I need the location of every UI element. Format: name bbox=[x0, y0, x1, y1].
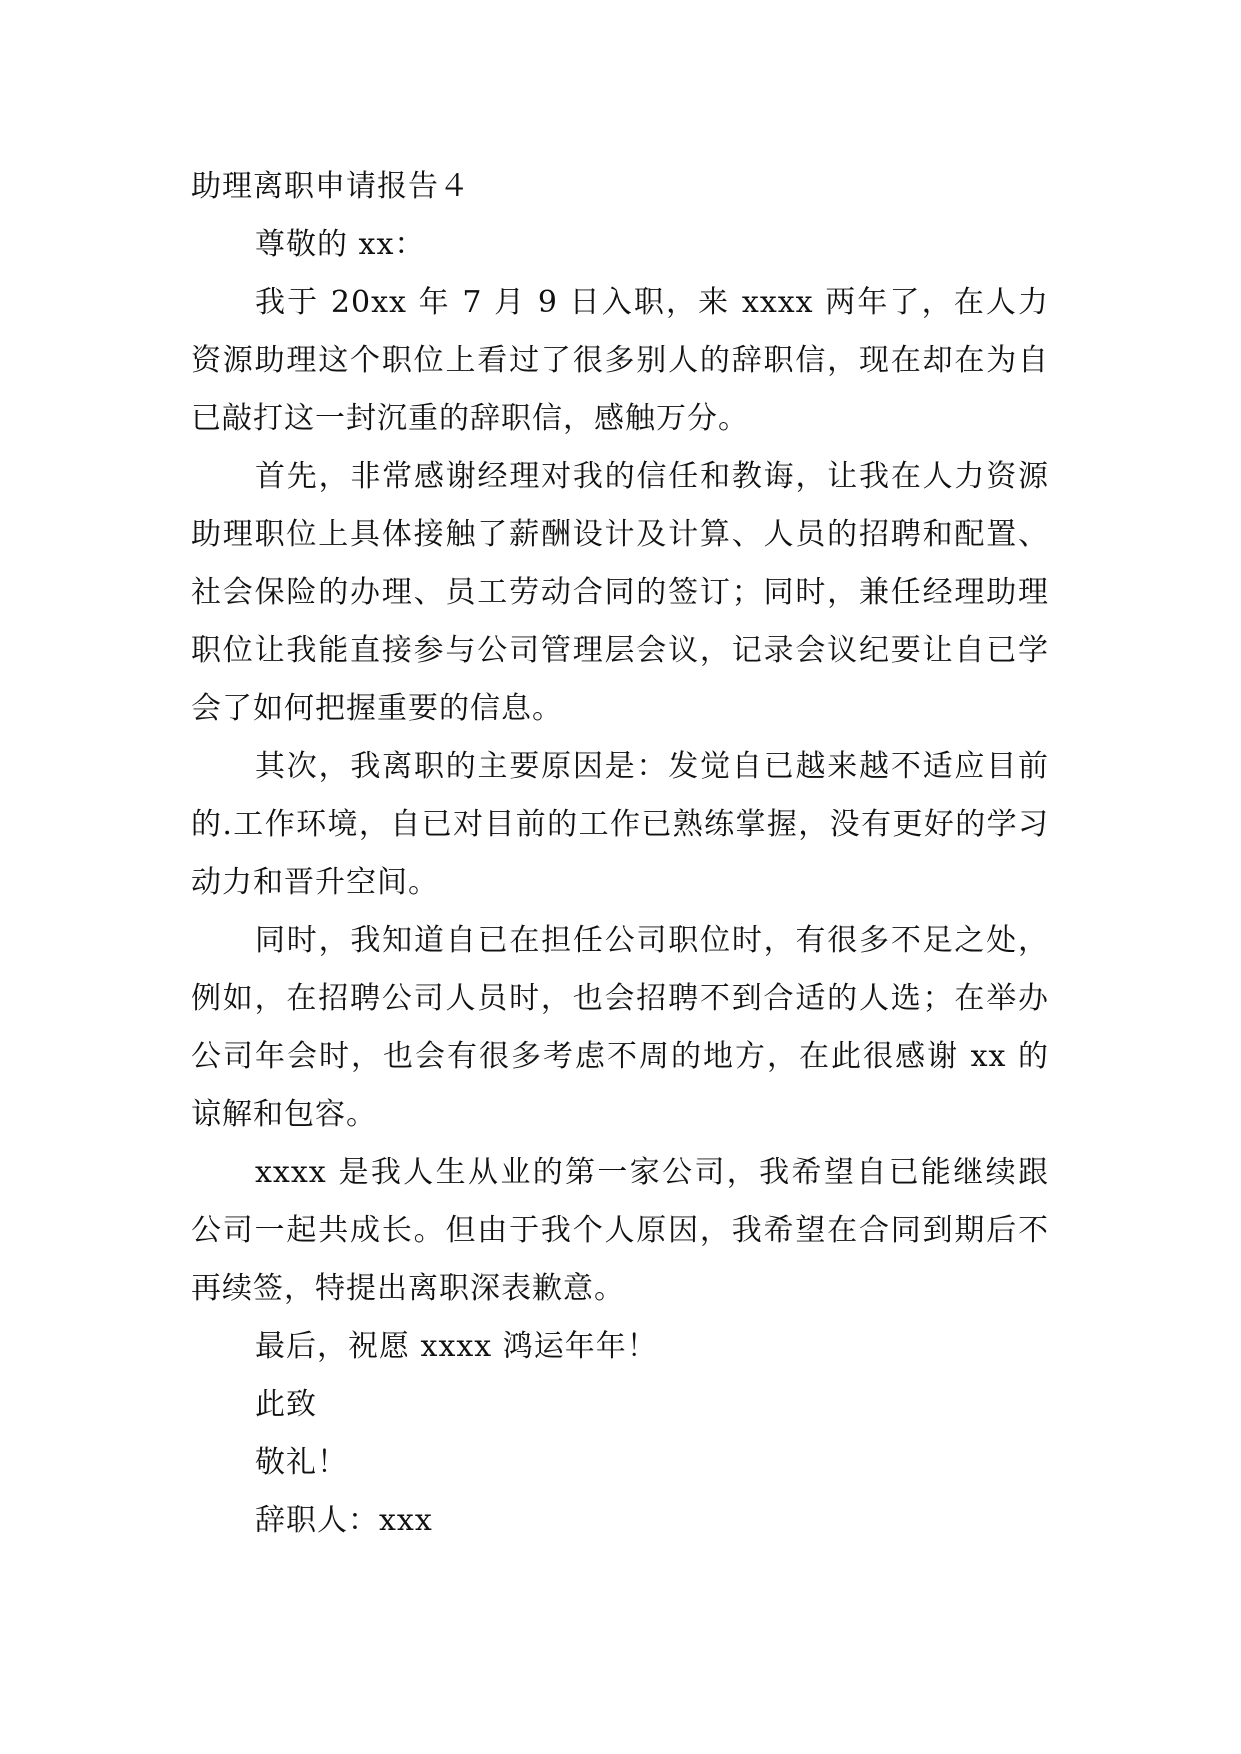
document-body bbox=[191, 158, 1049, 1550]
paragraph-entry-date: 我于 20xx 年 7 月 9 日入职，来 xxxx 两年了，在人力资源助理这个职位上看过了很多别人的辞职信，现在却在为自已敲打这一封沉重的辞职信，感触万分。 bbox=[191, 285, 1049, 436]
paragraph-thanks: 首先，非常感谢经理对我的信任和教诲，让我在人力资源助理职位上具体接触了薪酬设计及计算、人员的招聘和配置、社会保险的办理、员工劳动合同的签订；同时，兼任经理助理职位让我能直接参与公司管理层会议，记录会议纪要让自已学会了如何把握重要的信息。 bbox=[191, 459, 1049, 726]
closing-wish: 最后，祝愿 xxxx 鸿运年年！ bbox=[255, 1329, 658, 1364]
paragraph-first-company: xxxx 是我人生从业的第一家公司，我希望自已能继续跟公司一起共成长。但由于我个人原因，我希望在合同到期后不再续签，特提出离职深表歉意。 bbox=[191, 1155, 1049, 1306]
closing-salute: 敬礼！ bbox=[255, 1445, 348, 1480]
salutation: 尊敬的 xx： bbox=[255, 227, 426, 262]
paragraph-reason: 其次，我离职的主要原因是：发觉自已越来越不适应目前的.工作环境，自已对目前的工作已熟练掌握，没有更好的学习动力和晋升空间。 bbox=[191, 749, 1049, 900]
document-title: 助理离职申请报告４ bbox=[191, 169, 470, 204]
signature: 辞职人：xxx bbox=[255, 1503, 433, 1538]
closing-phrase: 此致 bbox=[255, 1387, 317, 1422]
paragraph-shortcomings: 同时，我知道自已在担任公司职位时，有很多不足之处，例如，在招聘公司人员时，也会招聘不到合适的人选；在举办公司年会时，也会有很多考虑不周的地方，在此很感谢 xx 的谅解和包容。 bbox=[191, 923, 1049, 1132]
